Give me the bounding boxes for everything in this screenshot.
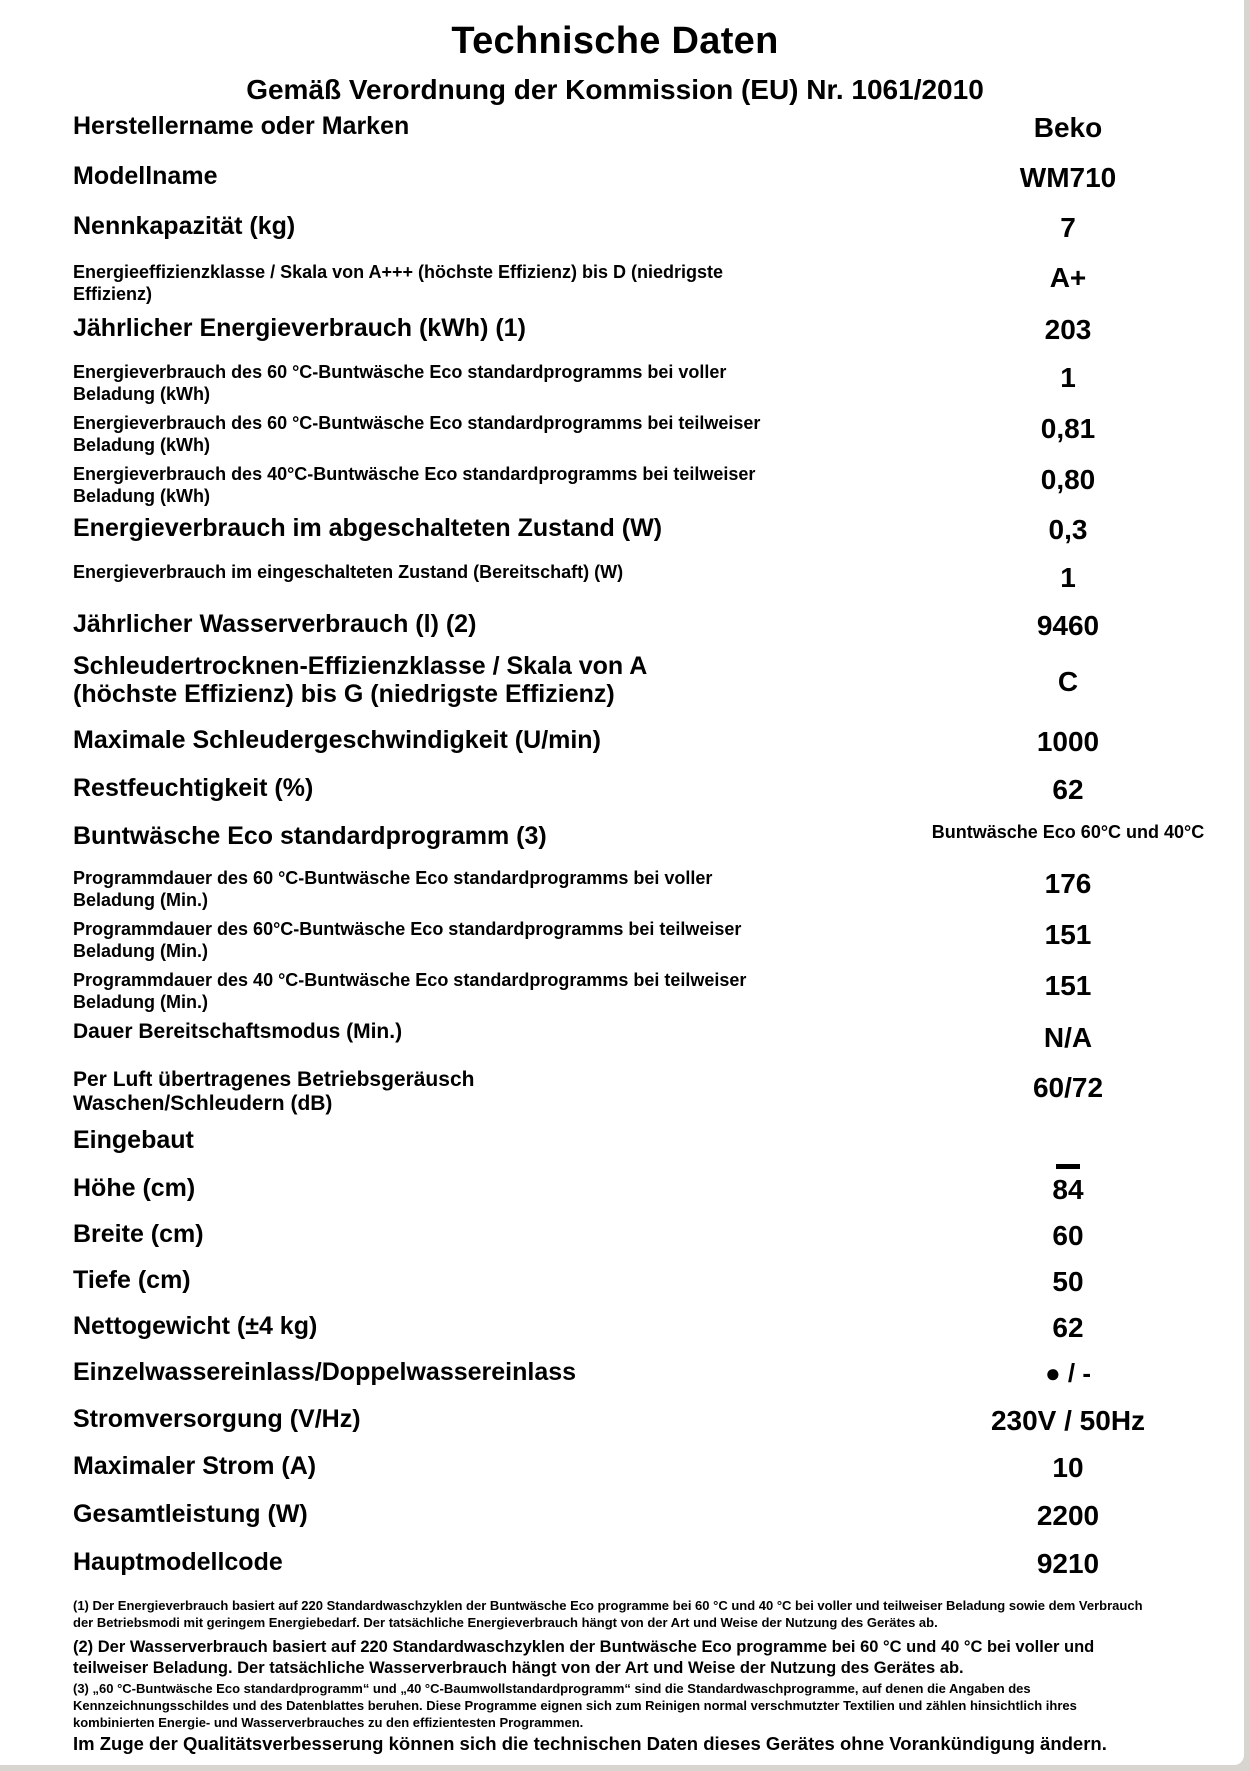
spec-label: Tiefe (cm) bbox=[73, 1266, 191, 1294]
spec-value: 1000 bbox=[1036, 726, 1100, 757]
spec-value: 60/72 bbox=[1032, 1072, 1104, 1103]
spec-value: A+ bbox=[1049, 262, 1087, 293]
spec-label: Nettogewicht (±4 kg) bbox=[73, 1312, 318, 1340]
footnote-1: (1) Der Energieverbrauch basiert auf 220 Standardwaschzyklen der Buntwäsche Eco programme bei 60 °C und 40 °C bei voller und teilweiser Beladung sowie dem Verbrauch der Betriebsmodi mit geringem Energiebedarf. Der tatsächliche Energieverbrauch hängt von der Art und Weise der Nutzung des Gerätes ab. bbox=[73, 1598, 1143, 1630]
spec-value: 176 bbox=[1044, 868, 1092, 899]
spec-value: Buntwäsche Eco 60°C und 40°C bbox=[931, 822, 1205, 842]
spec-label: Energieverbrauch des 60 °C-Buntwäsche Eco standardprogramms bei teilweiser Beladung (kWh) bbox=[73, 413, 761, 455]
spec-value: WM710 bbox=[1019, 162, 1117, 193]
spec-label: Maximale Schleudergeschwindigkeit (U/min) bbox=[73, 726, 601, 754]
spec-value: 62 bbox=[1052, 774, 1084, 805]
spec-label: Energieverbrauch des 40°C-Buntwäsche Eco standardprogramms bei teilweiser Beladung (kWh) bbox=[73, 464, 756, 506]
spec-label: Energieeffizienzklasse / Skala von A+++ (höchste Effizienz) bis D (niedrigste Effizienz) bbox=[73, 262, 724, 304]
dash-mark bbox=[1056, 1164, 1080, 1169]
spec-label: Gesamtleistung (W) bbox=[73, 1500, 308, 1528]
spec-value: N/A bbox=[1043, 1022, 1093, 1053]
spec-label: Energieverbrauch des 60 °C-Buntwäsche Eco standardprogramms bei voller Beladung (kWh) bbox=[73, 362, 727, 404]
spec-label: Jährlicher Wasserverbrauch (l) (2) bbox=[73, 610, 477, 638]
spec-value: 50 bbox=[1052, 1266, 1084, 1297]
spec-label: Hauptmodellcode bbox=[73, 1548, 283, 1576]
spec-label: Maximaler Strom (A) bbox=[73, 1452, 317, 1480]
spec-label: Energieverbrauch im eingeschalteten Zustand (Bereitschaft) (W) bbox=[73, 562, 624, 582]
spec-value: 0,81 bbox=[1040, 413, 1096, 444]
spec-label: Jährlicher Energieverbrauch (kWh) (1) bbox=[73, 314, 526, 342]
spec-label: Eingebaut bbox=[73, 1126, 194, 1154]
spec-value: 0,80 bbox=[1040, 464, 1096, 495]
spec-value: 0,3 bbox=[1048, 514, 1088, 545]
spec-label: Dauer Bereitschaftsmodus (Min.) bbox=[73, 1020, 403, 1043]
spec-label: Nennkapazität (kg) bbox=[73, 212, 296, 240]
spec-value: 2200 bbox=[1036, 1500, 1100, 1531]
spec-label: Höhe (cm) bbox=[73, 1174, 196, 1202]
spec-value: 7 bbox=[1060, 212, 1076, 243]
spec-value: ● / - bbox=[1044, 1358, 1092, 1388]
spec-label: Breite (cm) bbox=[73, 1220, 204, 1248]
spec-label: Buntwäsche Eco standardprogramm (3) bbox=[73, 822, 547, 850]
spec-value: 151 bbox=[1044, 919, 1092, 950]
spec-value: 62 bbox=[1052, 1312, 1084, 1343]
spec-label: Per Luft übertragenes Betriebsgeräusch Waschen/Schleudern (dB) bbox=[73, 1068, 475, 1115]
spec-label: Einzelwassereinlass/Doppelwassereinlass bbox=[73, 1358, 577, 1386]
spec-value: 10 bbox=[1052, 1452, 1084, 1483]
spec-value: 84 bbox=[1052, 1174, 1084, 1205]
spec-label: Energieverbrauch im abgeschalteten Zustand (W) bbox=[73, 514, 663, 542]
spec-label: Schleudertrocknen-Effizienzklasse / Skala von A (höchste Effizienz) bis G (niedrigste Effizienz) bbox=[73, 652, 647, 708]
spec-value: Beko bbox=[1033, 112, 1103, 143]
spec-value: 1 bbox=[1060, 562, 1076, 593]
spec-label: Herstellername oder Marken bbox=[73, 112, 410, 140]
document-title: Technische Daten bbox=[451, 20, 779, 62]
footnote-3: (3) „60 °C-Buntwäsche Eco standardprogramm“ und „40 °C-Baumwollstandardprogramm“ sind die Standardwaschprogramme, auf denen die Angaben des Kennzeichnungsschildes und des Datenblattes beruhen. Diese Programme eignen sich zum Reinigen normal verschmutzter Textilien und zählen hinsichtlich ihres kombinierten Energie- und Wasserverbrauches zu den effizientesten Programmen. bbox=[73, 1681, 1077, 1730]
spec-value: 230V / 50Hz bbox=[990, 1405, 1146, 1436]
spec-label: Restfeuchtigkeit (%) bbox=[73, 774, 314, 802]
spec-label: Stromversorgung (V/Hz) bbox=[73, 1405, 361, 1433]
spec-value: 1 bbox=[1060, 362, 1076, 393]
spec-value: 9460 bbox=[1036, 610, 1100, 641]
spec-label: Programmdauer des 60 °C-Buntwäsche Eco standardprogramms bei voller Beladung (Min.) bbox=[73, 868, 713, 910]
footnote-2: (2) Der Wasserverbrauch basiert auf 220 Standardwaschzyklen der Buntwäsche Eco programme bei 60 °C und 40 °C bei voller und teilweiser Beladung. Der tatsächliche Wasserverbrauch hängt von der Art und Weise der Nutzung des Gerätes ab. bbox=[73, 1638, 1095, 1678]
disclaimer: Im Zuge der Qualitätsverbesserung können sich die technischen Daten dieses Gerätes ohne Vorankündigung ändern. bbox=[73, 1733, 1107, 1754]
spec-label: Programmdauer des 60°C-Buntwäsche Eco standardprogramms bei teilweiser Beladung (Min.) bbox=[73, 919, 742, 961]
spec-label: Modellname bbox=[73, 162, 218, 190]
document-subtitle: Gemäß Verordnung der Kommission (EU) Nr. 1061/2010 bbox=[246, 74, 984, 105]
spec-value: 203 bbox=[1044, 314, 1092, 345]
spec-label: Programmdauer des 40 °C-Buntwäsche Eco standardprogramms bei teilweiser Beladung (Min.) bbox=[73, 970, 747, 1012]
spec-value: C bbox=[1057, 666, 1079, 697]
spec-value: 151 bbox=[1044, 970, 1092, 1001]
spec-value: 9210 bbox=[1036, 1548, 1100, 1579]
spec-value: 60 bbox=[1052, 1220, 1084, 1251]
